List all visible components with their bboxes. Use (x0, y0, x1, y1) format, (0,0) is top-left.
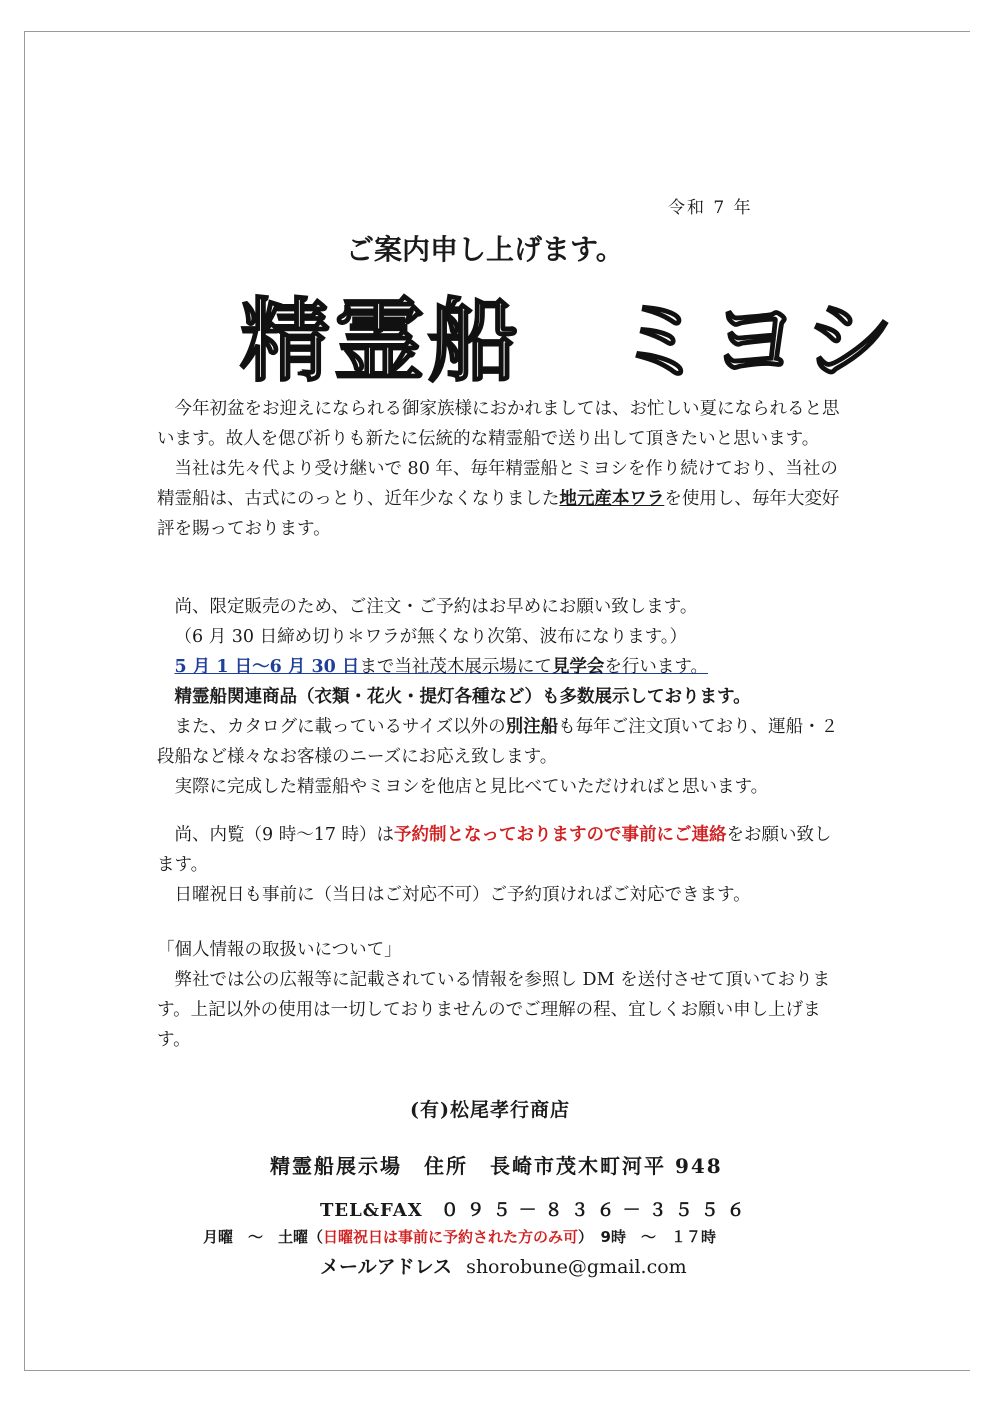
shop-address: 精霊船展示場 住所 長崎市茂木町河平 948 (270, 1154, 723, 1178)
reservation-section (157, 820, 847, 910)
sales-section (157, 592, 847, 802)
privacy-body: 弊社では公の広報等に記載されている情報を参照し DM を送付させて頂いております。上記以外の使用は一切しておりませんのでご理解の程、宜しくお願い申し上げます。 (157, 970, 831, 1050)
main-title: 精霊船 ミヨシ (240, 289, 898, 394)
privacy-title: 「個人情報の取扱いについて」 (157, 940, 402, 960)
reservation-highlight: 予約制となっておりますので事前にご連絡 (394, 825, 727, 845)
email-address[interactable]: shorobune@gmail.com (466, 1256, 687, 1278)
hours-days: 月曜 ～ 土曜（ (203, 1228, 324, 1246)
paragraph-compare: 実際に完成した精霊船やミヨシを他店と見比べていただければと思います。 (174, 777, 769, 797)
hours-time: ） 9時 ～ １７時 (578, 1228, 716, 1246)
email-label: メールアドレス (320, 1256, 453, 1278)
privacy-section (157, 935, 847, 1055)
business-hours (203, 1226, 716, 1247)
paragraph-reservation (157, 820, 847, 880)
hours-note: 日曜祝日は事前に予約された方のみ可 (323, 1228, 579, 1246)
tel-label: TEL&FAX (320, 1200, 423, 1221)
history-text-end: を使用し、毎年大変好評を賜っております。 (157, 489, 840, 539)
paragraph-limited-sale: 尚、限定販売のため、ご注文・ご予約はお早めにお願い致します。 (174, 597, 698, 617)
email-line (320, 1252, 687, 1279)
reservation-text: 尚、内覧（9 時～17 時）は (174, 825, 395, 845)
history-text: 当社は先々代より受け継いで 80 年、毎年精霊船とミヨシを作り続けており、当社の精霊船は、古式にのっとり、近年少なくなりました (157, 459, 838, 509)
paragraph-viewing (157, 652, 847, 682)
tel-fax (320, 1196, 753, 1222)
intro-section (157, 394, 847, 544)
paragraph-related-goods: 精霊船関連商品（衣類・花火・提灯各種など）も多数展示しております。 (174, 687, 751, 707)
custom-text: また、カタログに載っているサイズ以外の (174, 717, 506, 737)
paragraph-deadline: （6 月 30 日締め切り＊ワラが無くなり次第、波布になります。） (174, 627, 687, 647)
shop-name: (有)松尾孝行商店 (410, 1099, 570, 1121)
greeting-heading: ご案内申し上げます。 (346, 233, 624, 266)
tel-number: ０９５－８３６－３５５６ (440, 1200, 753, 1221)
paragraph-holidays: 日曜祝日も事前に（当日はご対応不可）ご予約頂ければご対応できます。 (174, 885, 751, 905)
custom-ship-highlight: 別注船 (505, 717, 559, 737)
straw-highlight: 地元産本ワラ (559, 489, 665, 509)
document-date: 令和 7 年 (668, 198, 753, 218)
viewing-event: 見学会 (551, 657, 605, 677)
custom-text-end: も毎年ご注文頂いており、運船・２段船など様々なお客様のニーズにお応え致します。 (157, 717, 839, 767)
viewing-dates: 5 月 1 日～6 月 30 日 (174, 657, 360, 677)
viewing-location: まで当社茂木展示場にて (359, 657, 552, 677)
paragraph-history (157, 454, 847, 544)
viewing-text-end: を行います。 (604, 657, 709, 677)
paragraph-custom-order (157, 712, 847, 772)
reservation-text-end: をお願い致します。 (157, 825, 832, 875)
paragraph-intro: 今年初盆をお迎えになられる御家族様におかれましては、お忙しい夏になられると思います。故人を偲び祈りも新たに伝統的な精霊船で送り出して頂きたいと思います。 (157, 399, 840, 449)
